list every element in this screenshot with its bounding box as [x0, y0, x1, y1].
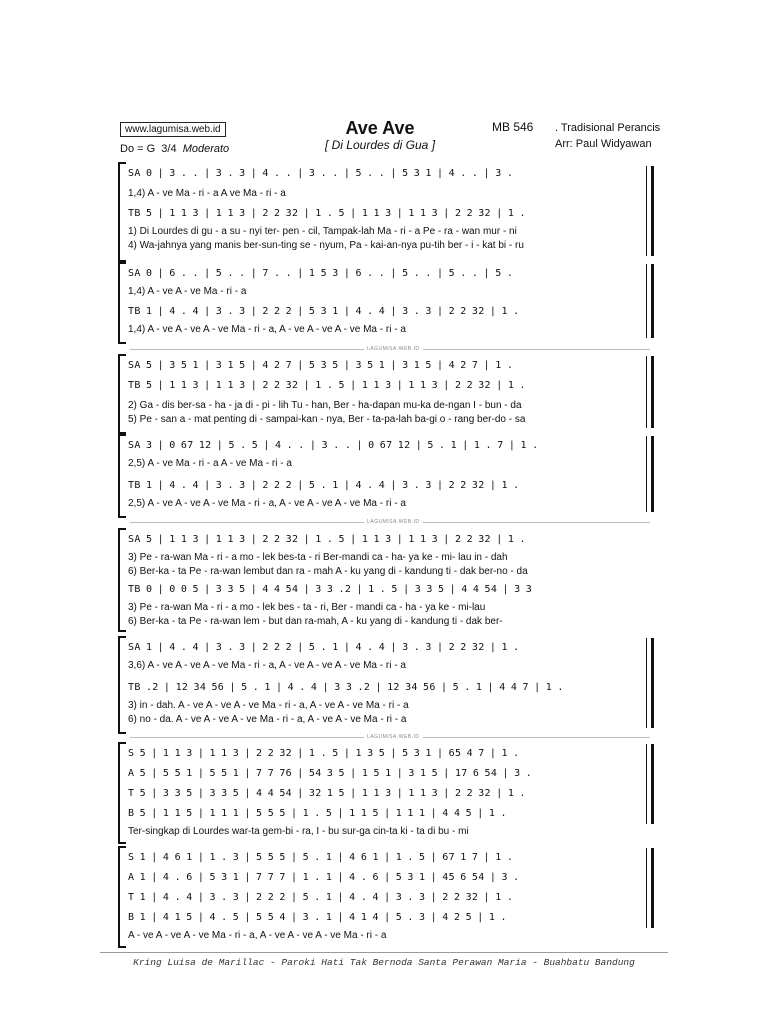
lyric-line: 3) Pe - ra-wan Ma - ri - a mo - lek bes - ta - ri, Ber - mandi ca - ha - ya ke - mi-lau	[128, 602, 486, 613]
footer-text: Kring Luisa de Marillac - Paroki Hati Tak Bernoda Santa Perawan Maria - Buahbatu Bandung	[133, 957, 635, 968]
staff-line: S 1 | 4 6 1 | 1 . 3 | 5 5 5 | 5 . 1 | 4 6 1 | 1 . 5 | 67 1 7 | 1 .	[128, 852, 514, 863]
staff-line: TB 0 | 0 0 5 | 3 3 5 | 4 4 54 | 3 3 .2 | 1 . 5 | 3 3 5 | 4 4 54 | 3 3	[128, 584, 533, 595]
lyric-line: 3,6) A - ve A - ve A - ve Ma - ri - a, A - ve A - ve A - ve Ma - ri - a	[128, 660, 406, 671]
staff-line: SA 0 | 6 . . | 5 . . | 7 . . | 1 5 3 | 6 . . | 5 . . | 5 . . | 5 .	[128, 268, 514, 279]
lyric-line: 2,5) A - ve A - ve A - ve Ma - ri - a, A - ve A - ve A - ve Ma - ri - a	[128, 498, 406, 509]
lyric-line: 1,4) A - ve Ma - ri - a A ve Ma - ri - a	[128, 188, 286, 199]
song-title: Ave Ave	[345, 118, 415, 138]
divider-label: LAGUMISA.WEB.ID	[364, 734, 423, 740]
staff-line: B 1 | 4 1 5 | 4 . 5 | 5 5 4 | 3 . 1 | 4 1 4 | 5 . 3 | 4 2 5 | 1 .	[128, 912, 507, 923]
song-subtitle: [ Di Lourdes di Gua ]	[324, 138, 436, 152]
system-1	[118, 162, 654, 260]
staff-line: SA 5 | 1 1 3 | 1 1 3 | 2 2 32 | 1 . 5 | 1 1 3 | 1 1 3 | 2 2 32 | 1 .	[128, 534, 526, 545]
system-7	[118, 742, 654, 842]
system-8	[118, 846, 654, 946]
system-6	[118, 636, 654, 732]
footer-rule	[100, 952, 668, 953]
lyric-line: 1,4) A - ve A - ve Ma - ri - a	[128, 286, 247, 297]
lyric-line: 3) in - dah. A - ve A - ve A - ve Ma - ri - a, A - ve A - ve Ma - ri - a	[128, 700, 409, 711]
song-code: MB 546	[492, 120, 534, 134]
staff-line: TB 1 | 4 . 4 | 3 . 3 | 2 2 2 | 5 . 1 | 4 . 4 | 3 . 3 | 2 2 32 | 1 .	[128, 480, 520, 491]
staff-line: SA 0 | 3 . . | 3 . 3 | 4 . . | 3 . . | 5 . . | 5 3 1 | 4 . . | 3 .	[128, 168, 514, 179]
lyric-line: 5) Pe - san a - mat penting di - sampai-kan - nya, Ber - ta-pa-lah ba-gi o - rang ber-do - sa	[128, 414, 526, 425]
lyric-line: 2,5) A - ve Ma - ri - a A - ve Ma - ri - a	[128, 458, 292, 469]
key-signature: Do = G	[120, 143, 156, 155]
lyric-line: 6) Ber-ka - ta Pe - ra-wan lembut dan ra - mah A - ku yang di - kandung ti - dak ber-no - da	[128, 566, 528, 577]
staff-line: TB 5 | 1 1 3 | 1 1 3 | 2 2 32 | 1 . 5 | 1 1 3 | 1 1 3 | 2 2 32 | 1 .	[128, 208, 526, 219]
staff-line: TB 5 | 1 1 3 | 1 1 3 | 2 2 32 | 1 . 5 | 1 1 3 | 1 1 3 | 2 2 32 | 1 .	[128, 380, 526, 391]
divider-label: LAGUMISA.WEB.ID	[364, 519, 423, 525]
lyric-line: 1,4) A - ve A - ve A - ve Ma - ri - a, A - ve A - ve A - ve Ma - ri - a	[128, 324, 406, 335]
lyric-line: 6) Ber-ka - ta Pe - ra-wan lem - but dan ra-mah, A - ku yang di - kandung ti - dak ber-	[128, 616, 503, 627]
lyric-line: 3) Pe - ra-wan Ma - ri - a mo - lek bes-ta - ri Ber-mandi ca - ha- ya ke - mi- lau in - dah	[128, 552, 508, 563]
arranger: Arr: Paul Widyawan	[555, 138, 652, 150]
composer: . Tradisional Perancis	[555, 122, 661, 134]
staff-line: A 1 | 4 . 6 | 5 3 1 | 7 7 7 | 1 . 1 | 4 . 6 | 5 3 1 | 45 6 54 | 3 .	[128, 872, 520, 883]
staff-line: TB 1 | 4 . 4 | 3 . 3 | 2 2 2 | 5 3 1 | 4 . 4 | 3 . 3 | 2 2 32 | 1 .	[128, 306, 520, 317]
system-2	[118, 262, 654, 342]
system-5	[118, 528, 654, 630]
staff-line: TB .2 | 12 34 56 | 5 . 1 | 4 . 4 | 3 3 .2 | 12 34 56 | 5 . 1 | 4 4 7 | 1 .	[128, 682, 564, 693]
tempo-marking: Moderato	[182, 143, 230, 155]
website-label: www.lagumisa.web.id	[120, 122, 226, 137]
staff-line: S 5 | 1 1 3 | 1 1 3 | 2 2 32 | 1 . 5 | 1 3 5 | 5 3 1 | 65 4 7 | 1 .	[128, 748, 520, 759]
lyric-line: 6) no - da. A - ve A - ve A - ve Ma - ri - a, A - ve A - ve Ma - ri - a	[128, 714, 407, 725]
staff-line: SA 5 | 3 5 1 | 3 1 5 | 4 2 7 | 5 3 5 | 3 5 1 | 3 1 5 | 4 2 7 | 1 .	[128, 360, 514, 371]
lyric-line: Ter-singkap di Lourdes war-ta gem-bi - ra, I - bu sur-ga cin-ta ki - ta di bu - mi	[128, 826, 469, 837]
lyric-line: A - ve A - ve A - ve Ma - ri - a, A - ve A - ve A - ve Ma - ri - a	[128, 930, 387, 941]
staff-line: T 1 | 4 . 4 | 3 . 3 | 2 2 2 | 5 . 1 | 4 . 4 | 3 . 3 | 2 2 32 | 1 .	[128, 892, 514, 903]
lyric-line: 4) Wa-jahnya yang manis ber-sun-ting se - nyum, Pa - kai-an-nya pu-tih ber - i - kat bi - ru	[128, 240, 524, 251]
key-tempo	[120, 143, 229, 155]
lyric-line: 1) Di Lourdes di gu - a su - nyi ter- pen - cil, Tampak-lah Ma - ri - a Pe - ra - wan mur - ni	[128, 226, 517, 237]
time-signature: 3/4	[161, 143, 177, 155]
system-3	[118, 354, 654, 432]
staff-line: A 5 | 5 5 1 | 5 5 1 | 7 7 76 | 54 3 5 | 1 5 1 | 3 1 5 | 17 6 54 | 3 .	[128, 768, 533, 779]
staff-line: B 5 | 1 1 5 | 1 1 1 | 5 5 5 | 1 . 5 | 1 1 5 | 1 1 1 | 4 4 5 | 1 .	[128, 808, 507, 819]
lyric-line: 2) Ga - dis ber-sa - ha - ja di - pi - lih Tu - han, Ber - ha-dapan mu-ka de-ngan I - bun - da	[128, 400, 522, 411]
staff-line: T 5 | 3 3 5 | 3 3 5 | 4 4 54 | 32 1 5 | 1 1 3 | 1 1 3 | 2 2 32 | 1 .	[128, 788, 526, 799]
divider-label: LAGUMISA.WEB.ID	[364, 346, 423, 352]
staff-line: SA 3 | 0 67 12 | 5 . 5 | 4 . . | 3 . . | 0 67 12 | 5 . 1 | 1 . 7 | 1 .	[128, 440, 539, 451]
staff-line: SA 1 | 4 . 4 | 3 . 3 | 2 2 2 | 5 . 1 | 4 . 4 | 3 . 3 | 2 2 32 | 1 .	[128, 642, 520, 653]
system-4	[118, 434, 654, 516]
